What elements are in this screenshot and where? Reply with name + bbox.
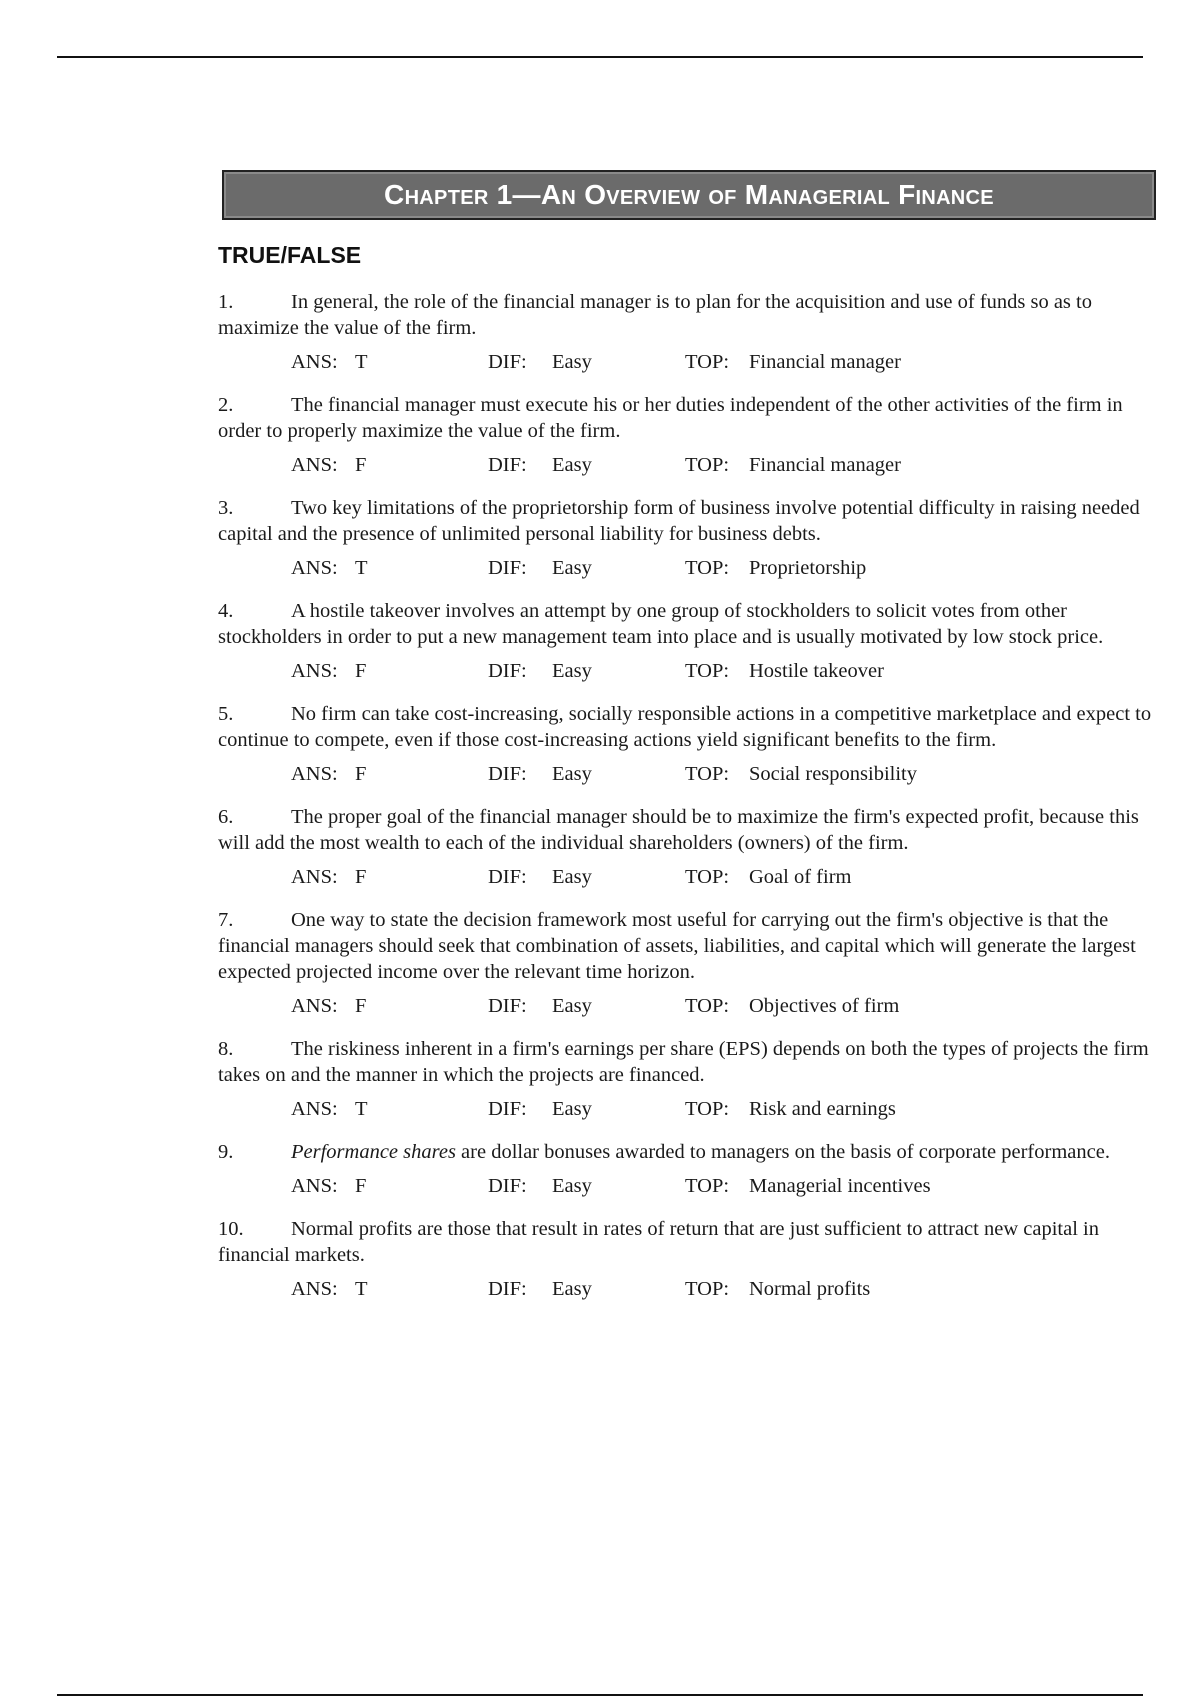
dif-label: DIF:	[488, 763, 527, 785]
dif-label: DIF:	[488, 660, 527, 682]
question-text	[218, 907, 1158, 985]
answer-row	[218, 452, 1158, 478]
ans-value: F	[355, 454, 367, 476]
dif-value: Easy	[552, 763, 592, 785]
dif-value: Easy	[552, 1175, 592, 1197]
question-item	[218, 1139, 1158, 1199]
question-item	[218, 289, 1158, 375]
answer-row	[218, 993, 1158, 1019]
top-label: TOP:	[685, 1098, 730, 1120]
question-body: A hostile takeover involves an attempt by one group of stockholders to solicit votes from other stockholders in order to put a new management team into place and is usually motivated by low stock price.	[218, 600, 1104, 648]
top-value: Normal profits	[749, 1278, 871, 1300]
top-value: Managerial incentives	[749, 1175, 931, 1197]
question-text	[218, 701, 1158, 753]
ans-label: ANS:	[291, 1278, 338, 1300]
dif-value: Easy	[552, 1278, 592, 1300]
ans-label: ANS:	[291, 351, 338, 373]
dif-value: Easy	[552, 351, 592, 373]
question-item	[218, 907, 1158, 1019]
question-number: 2.	[218, 394, 234, 416]
answer-row	[218, 1276, 1158, 1302]
ans-label: ANS:	[291, 454, 338, 476]
answer-row	[218, 761, 1158, 787]
ans-value: T	[355, 1098, 368, 1120]
question-italic-term: Performance shares	[291, 1141, 456, 1163]
question-text	[218, 804, 1158, 856]
question-number: 6.	[218, 806, 234, 828]
question-text	[218, 289, 1158, 341]
ans-value: T	[355, 1278, 368, 1300]
question-body: The proper goal of the financial manager should be to maximize the firm's expected profit, because this will add the most wealth to each of the individual shareholders (owners) of the firm.	[218, 806, 1139, 854]
answer-row	[218, 1173, 1158, 1199]
question-body: Two key limitations of the proprietorship form of business involve potential difficulty in raising needed capital and the presence of unlimited personal liability for business debts.	[218, 497, 1140, 545]
top-label: TOP:	[685, 557, 730, 579]
top-value: Objectives of firm	[749, 995, 900, 1017]
ans-label: ANS:	[291, 995, 338, 1017]
question-body: One way to state the decision framework most useful for carrying out the firm's objective is that the financial managers should seek that combination of assets, liabilities, and capital which will generate the largest expected projected income over the relevant time horizon.	[218, 909, 1136, 983]
question-number: 5.	[218, 703, 234, 725]
top-value: Social responsibility	[749, 763, 917, 785]
question-number: 7.	[218, 909, 234, 931]
question-item	[218, 1036, 1158, 1122]
top-label: TOP:	[685, 351, 730, 373]
dif-label: DIF:	[488, 1175, 527, 1197]
question-list	[218, 289, 1158, 1319]
dif-label: DIF:	[488, 995, 527, 1017]
dif-value: Easy	[552, 557, 592, 579]
ans-value: F	[355, 660, 367, 682]
ans-value: T	[355, 557, 368, 579]
chapter-title: Chapter 1—An Overview of Managerial Finance	[384, 179, 994, 210]
top-value: Proprietorship	[749, 557, 867, 579]
question-text	[218, 1139, 1158, 1165]
question-number: 4.	[218, 600, 234, 622]
dif-label: DIF:	[488, 351, 527, 373]
question-body: In general, the role of the financial manager is to plan for the acquisition and use of funds so as to maximize the value of the firm.	[218, 291, 1092, 339]
dif-value: Easy	[552, 660, 592, 682]
question-text	[218, 1036, 1158, 1088]
question-item	[218, 392, 1158, 478]
section-heading: TRUE/FALSE	[218, 242, 362, 268]
question-item	[218, 598, 1158, 684]
question-body: are dollar bonuses awarded to managers on the basis of corporate performance.	[455, 1141, 1110, 1163]
ans-label: ANS:	[291, 866, 338, 888]
question-body: No firm can take cost-increasing, socially responsible actions in a competitive marketplace and expect to continue to compete, even if those cost-increasing actions yield significant benefits to the firm.	[218, 703, 1152, 751]
ans-label: ANS:	[291, 1098, 338, 1120]
ans-value: F	[355, 763, 367, 785]
question-item	[218, 495, 1158, 581]
top-label: TOP:	[685, 763, 730, 785]
question-number: 1.	[218, 291, 234, 313]
top-label: TOP:	[685, 1278, 730, 1300]
dif-value: Easy	[552, 454, 592, 476]
question-text	[218, 392, 1158, 444]
ans-value: F	[355, 1175, 367, 1197]
dif-value: Easy	[552, 1098, 592, 1120]
top-value: Hostile takeover	[749, 660, 884, 682]
ans-label: ANS:	[291, 763, 338, 785]
answer-row	[218, 864, 1158, 890]
top-label: TOP:	[685, 866, 730, 888]
dif-label: DIF:	[488, 1098, 527, 1120]
top-label: TOP:	[685, 454, 730, 476]
answer-row	[218, 1096, 1158, 1122]
question-number: 9.	[218, 1141, 234, 1163]
dif-label: DIF:	[488, 557, 527, 579]
top-label: TOP:	[685, 1175, 730, 1197]
answer-row	[218, 349, 1158, 375]
ans-label: ANS:	[291, 557, 338, 579]
top-value: Financial manager	[749, 454, 901, 476]
top-label: TOP:	[685, 660, 730, 682]
dif-label: DIF:	[488, 454, 527, 476]
ans-value: F	[355, 866, 367, 888]
answer-row	[218, 658, 1158, 684]
ans-value: F	[355, 995, 367, 1017]
question-text	[218, 495, 1158, 547]
question-number: 3.	[218, 497, 234, 519]
question-body: The financial manager must execute his or her duties independent of the other activities of the firm in order to properly maximize the value of the firm.	[218, 394, 1123, 442]
question-text	[218, 598, 1158, 650]
bottom-rule	[57, 1694, 1143, 1696]
question-item	[218, 804, 1158, 890]
top-value: Goal of firm	[749, 866, 852, 888]
question-number: 10.	[218, 1218, 244, 1240]
question-text	[218, 1216, 1158, 1268]
top-value: Financial manager	[749, 351, 901, 373]
dif-label: DIF:	[488, 866, 527, 888]
question-item	[218, 701, 1158, 787]
answer-row	[218, 555, 1158, 581]
question-body: Normal profits are those that result in rates of return that are just sufficient to attract new capital in financial markets.	[218, 1218, 1099, 1266]
top-label: TOP:	[685, 995, 730, 1017]
question-body: The riskiness inherent in a firm's earnings per share (EPS) depends on both the types of projects the firm takes on and the manner in which the projects are financed.	[218, 1038, 1149, 1086]
ans-label: ANS:	[291, 660, 338, 682]
dif-value: Easy	[552, 866, 592, 888]
ans-value: T	[355, 351, 368, 373]
ans-label: ANS:	[291, 1175, 338, 1197]
dif-value: Easy	[552, 995, 592, 1017]
question-number: 8.	[218, 1038, 234, 1060]
chapter-banner	[222, 170, 1156, 220]
dif-label: DIF:	[488, 1278, 527, 1300]
top-value: Risk and earnings	[749, 1098, 896, 1120]
top-rule	[57, 56, 1143, 58]
question-item	[218, 1216, 1158, 1302]
